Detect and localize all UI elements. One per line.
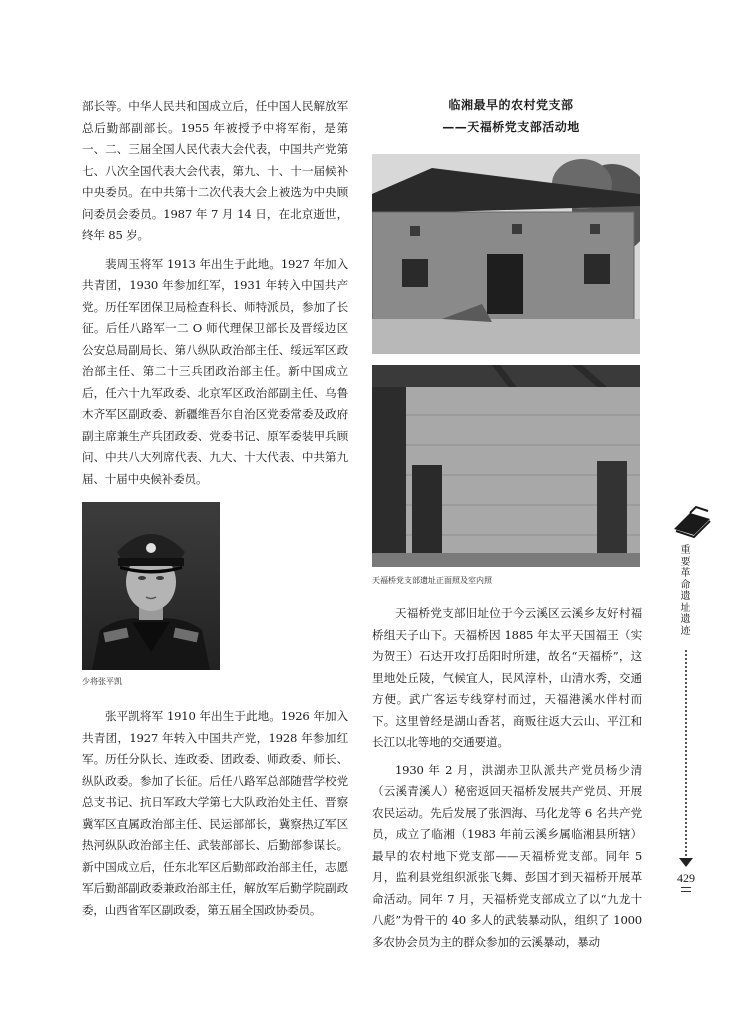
arrow-down-icon	[679, 858, 693, 867]
interior-image	[372, 365, 640, 567]
exterior-image	[372, 154, 640, 354]
photo-caption: 天福桥党支部遗址正面照及室内照	[372, 576, 492, 585]
portrait-figure	[82, 502, 220, 688]
text-paragraph: 张平凯将军 1910 年出生于此地。1926 年加入共青团，1927 年转入中国共产党，1928 年参加红军。历任分队长、连政委、团政委、师政委、师长、纵队政委。参加了长征。后任八路军总部随营学校党总支书记、抗日军政大学第七大队政治处主任、晋察冀军区直属政治部主任、民运部部长，冀察热辽军区热河纵队政治部主任、武装部部长、后勤部参谋长。新中国成立后，任东北军区后勤部政治部主任，志愿军后勤部副政委兼政治部主任，解放军后勤学院副政委，山西省军区副政委，第五届全国政协委员。	[82, 709, 348, 917]
section-tab-label: 重要革命遗址遗迹	[680, 545, 691, 637]
portrait-image	[82, 502, 220, 670]
portrait-caption: 少将张平凯	[82, 677, 122, 686]
book-icon	[672, 505, 712, 545]
right-column	[372, 96, 642, 953]
section-subtitle: ——天福桥党支部活动地	[442, 120, 580, 134]
building-exterior-photo	[372, 154, 640, 354]
portrait-photo	[82, 502, 220, 670]
dotted-divider	[685, 650, 687, 860]
section-title: 临湘最早的农村党支部	[448, 98, 574, 112]
text-paragraph: 裴周玉将军 1913 年出生于此地。1927 年加入共青团，1930 年参加红军，1931 年转入中国共产党。历任军团保卫局检查科长、师特派员，参加了长征。后任八路军一二 O 师代理保卫部长及晋绥边区公安总局副局长、第八纵队政治部主任、绥远军区政治部主任、第二十三兵团政治部主任。新中国成立后，任六十九军政委、北京军区政治部副主任、乌鲁木齐军区副政委、新疆维吾尔自治区党委常委及政府副主席兼生产兵团政委、党委书记、原军委装甲兵顾问、中共八大列席代表、九大、十大代表、中共第九届、十届中央候补委员。	[82, 256, 348, 486]
page-number: 429	[677, 871, 695, 885]
text-paragraph: 1930 年 2 月，洪湖赤卫队派共产党员杨少清（云溪青溪人）秘密返回天福桥发展共产党员、开展农民运动。先后发展了张泗海、马化龙等 6 名共产党员，成立了临湘（1983 年前云溪乡属临湘县所辖）最早的农村地下党支部——天福桥党支部。同年 5 月，监利县党组织派张飞舞、彭国才到天福桥开展革命活动。同年 7 月，天福桥党支部成立了以“九龙十八彪”为骨干的 40 多人的武装暴动队，组织了 1000 多农协会员为主的群众参加的云溪暴动，暴动	[372, 762, 642, 949]
text-paragraph: 天福桥党支部旧址位于今云溪区云溪乡友好村福桥组天子山下。天福桥因 1885 年太平天国福王（实为贺王）石达开攻打岳阳时所建，故名“天福桥”，这里地处丘陵，气候宜人，民风淳朴，山清水秀，交通方便。武广客运专线穿村而过，天福港溪水伴村而下。这里曾经是湖山香茗，商贩往返大云山、平江和长江以北等地的交通要道。	[372, 606, 642, 749]
building-interior-photo	[372, 365, 640, 567]
left-column	[82, 96, 348, 921]
page-number-mark	[681, 887, 691, 892]
text-paragraph: 部长等。中华人民共和国成立后，任中国人民解放军总后勤部副部长。1955 年被授予中将军衔，是第一、二、三届全国人民代表大会代表，中国共产党第七、八次全国代表大会代表，第九、十、十一届候补中央委员。在中共第十二次代表大会上被选为中央顾问委员会委员。1987 年 7 月 14 日，在北京逝世，终年 85 岁。	[82, 99, 348, 242]
